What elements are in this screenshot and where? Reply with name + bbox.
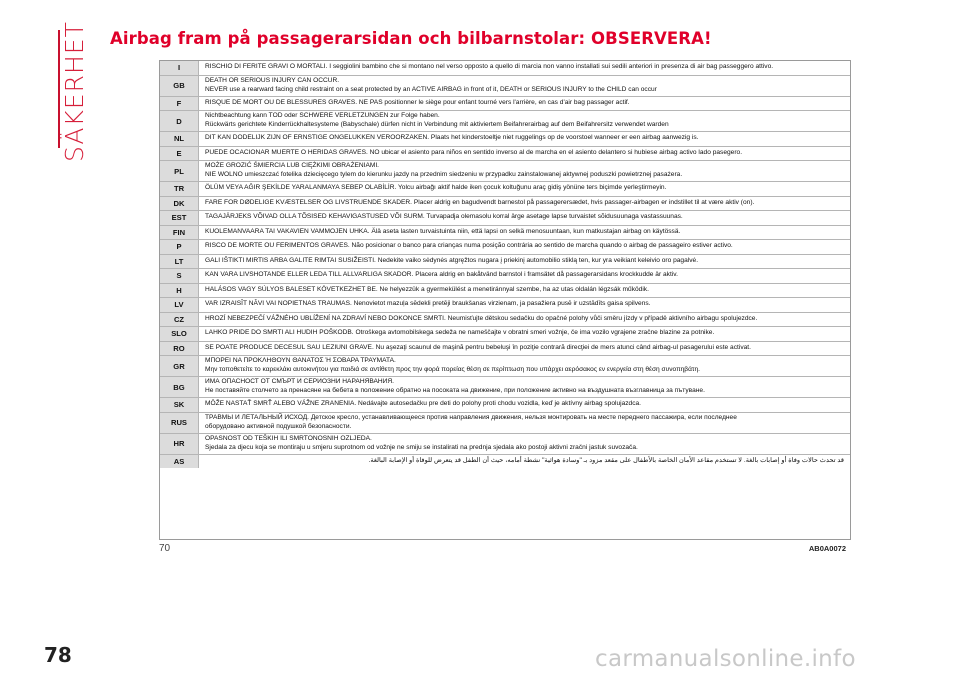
table-row bbox=[160, 313, 850, 328]
language-code: TR bbox=[160, 182, 199, 196]
language-code: BG bbox=[160, 377, 199, 397]
language-code: GB bbox=[160, 76, 199, 96]
warning-text bbox=[199, 342, 850, 355]
table-row bbox=[160, 455, 850, 469]
table-row bbox=[160, 413, 850, 434]
table-row bbox=[160, 269, 850, 284]
warning-text bbox=[199, 110, 850, 131]
warning-line-1: GALI IŠTIKTI MIRTIS ARBA GALITE RIMTAI SUSIŽEISTI. Nedekite vaiko sėdynės atgręžtos nugara į priekinį automobilio stiklą ten, kur yra veikiant keleivio oro pagalvė. bbox=[205, 256, 699, 264]
warning-text bbox=[199, 298, 850, 311]
table-row bbox=[160, 182, 850, 197]
table-row bbox=[160, 377, 850, 398]
warning-line-2: Не поставяйте столчето за пренасяне на бебета в положение обратно на посоката на движение, при положение активно на въздушната възглавница за пътуване. bbox=[205, 387, 705, 394]
language-code: E bbox=[160, 147, 199, 161]
warning-line-2: NEVER use a rearward facing child restraint on a seat protected by an ACTIVE AIRBAG in front of it, DEATH or SERIOUS INJURY to the CHILD can occur bbox=[205, 85, 657, 93]
warning-text bbox=[199, 355, 850, 376]
warning-line-1: TAGAJÄRJEKS VÕIVAD OLLA TÕSISED KEHAVIGASTUSED VÕI SURM. Turvapadja olemasolu korral ärge asetage lapse turvaistet sõidusuunaga vastassuunas. bbox=[205, 213, 683, 221]
table-row bbox=[160, 61, 850, 76]
language-code: PL bbox=[160, 161, 199, 181]
section-label bbox=[54, 20, 94, 162]
warning-line-1: ΜΠΟΡΕΙ ΝΑ ΠΡΟΚΛΗΘΟΥΝ ΘΑΝΑΤΟΣ Ή ΣΟΒΑΡΑ ΤΡΑΥΜΑΤΑ. bbox=[205, 357, 396, 365]
warning-line-1: PUEDE OCACIONAR MUERTE O HERIDAS GRAVES. NO ubicar el asiento para niños en sentido inverso al de marcha en el asiento delantero si hubiese airbag activo lado pasegero. bbox=[205, 148, 743, 156]
language-code: DK bbox=[160, 197, 199, 211]
warning-text bbox=[199, 147, 850, 160]
warning-line-1: قد تحدث حالات وفاة أو إصابات بالغة. لا تستخدم مقاعد الأمان الخاصة بالأطفال على مقعد مزود بـ "وسادة هوائية" نشطة أمامه، حيث أن الطفل قد يتعرض للوفاة أو الإصابة البالغة. bbox=[368, 456, 844, 464]
language-code: LV bbox=[160, 298, 199, 312]
warning-text bbox=[199, 75, 850, 96]
warning-text bbox=[199, 226, 850, 239]
table-row bbox=[160, 434, 850, 455]
warning-line-1: HALÁSOS VAGY SÚLYOS BALESET KÖVETKEZHET BE. Ne helyezzük a gyermekülést a menetiránnyal szembe, ha az utas oldalán légzsák működik. bbox=[205, 285, 649, 293]
language-code: FIN bbox=[160, 226, 199, 240]
table-row bbox=[160, 255, 850, 270]
table-row bbox=[160, 226, 850, 241]
warning-line-1: VAR IZRAISĪT NĀVI VAI NOPIETNAS TRAUMAS. Nenovietot mazuļa sēdekli pretēji braukšanas virzienam, ja pasažiera pusē ir uzstādīts gaisa spilvens. bbox=[205, 300, 651, 308]
warning-text bbox=[199, 327, 850, 340]
table-row bbox=[160, 240, 850, 255]
warning-text bbox=[199, 97, 850, 110]
language-code: GR bbox=[160, 356, 199, 376]
warning-line-2: Sjedala za djecu koja se montiraju u smjeru suprotnom od vožnje ne smiju se instalirati na prednja sjedala ako postoji aktivni zračni jastuk suvozača. bbox=[205, 443, 638, 451]
watermark: carmanualsonline.info bbox=[595, 646, 856, 672]
reference-code: AB0A0072 bbox=[808, 544, 846, 553]
language-code: SLO bbox=[160, 327, 199, 341]
warning-line-1: RISCO DE MORTE OU FERIMENTOS GRAVES. Não posicionar o banco para crianças numa posição contrária ao sentido de marcha quando o airbag de passageiro estiver activo. bbox=[205, 242, 733, 250]
warning-line-1: MÔŽE NASTAŤ SMRŤ ALEBO VÁŽNE ZRANENIA. Nedávajte autosedačku pre deti do polohy proti chodu vozidla, keď je aktívny airbag spolujazdca. bbox=[205, 400, 642, 408]
language-code: D bbox=[160, 111, 199, 131]
warning-text bbox=[199, 284, 850, 297]
language-code: I bbox=[160, 61, 199, 75]
table-row bbox=[160, 76, 850, 97]
language-code: AS bbox=[160, 455, 199, 469]
warning-line-1: OPASNOST OD TEŠKIH ILI SMRTONOSNIH OZLJEDA. bbox=[205, 434, 372, 442]
language-code: LT bbox=[160, 255, 199, 269]
warning-text bbox=[199, 455, 850, 468]
language-code: H bbox=[160, 284, 199, 298]
warning-line-2: NIE WOLNO umieszczać fotelika dziecięcego tylem do kierunku jazdy na przednim siedzeniu w przypadku zainstalowanej aktywnej poduszki powietrznej pasażera. bbox=[205, 171, 683, 178]
page-title: Airbag fram på passagerarsidan och bilbarnstolar: OBSERVERA! bbox=[110, 29, 712, 48]
language-code: CZ bbox=[160, 313, 199, 327]
language-code: RUS bbox=[160, 413, 199, 433]
warning-text bbox=[199, 412, 850, 433]
warning-line-1: MOŻE GROZIĆ ŚMIERCIA LUB CIĘŻKIMI OBRAŻENIAMI. bbox=[205, 162, 380, 170]
warning-line-1: ÖLÜM VEYA AĞIR ŞEKİLDE YARALANMAYA SEBEP OLABİLİR. Yolcu airbağı aktif halde iken çocuk koltuğunu araç gidiş yönüne ters biçimde yerleştirmeyin. bbox=[205, 184, 667, 192]
warning-line-2: Rückwärts gerichtete Kinderrückhaltesysteme (Babyschale) dürfen nicht in Verbindung mit aktiviertem Beifahrerairbag auf dem Beifahrersitz verwendet warden bbox=[205, 121, 669, 128]
language-code: EST bbox=[160, 211, 199, 225]
table-row bbox=[160, 284, 850, 299]
warning-line-2: оборудовано активной подушкой безопасности. bbox=[205, 422, 352, 430]
table-row bbox=[160, 132, 850, 147]
warning-text bbox=[199, 255, 850, 268]
table-row bbox=[160, 356, 850, 377]
table-row bbox=[160, 97, 850, 112]
warning-line-1: LAHKO PRIDE DO SMRTI ALI HUDIH POŠKODB. Otroškega avtomobilskega sedeža ne nameščajte v obratni smeri vožnje, če ima vozilo vgrajene zračne blazine za potnike. bbox=[205, 329, 715, 337]
language-code: RO bbox=[160, 342, 199, 356]
warning-text bbox=[199, 61, 850, 74]
language-code: HR bbox=[160, 434, 199, 454]
warning-line-1: DIT KAN DODELIJK ZIJN OF ERNSTIGE ONGELUKKEN VEROORZAKEN. Plaats het kinderstoeltje niet ruggelings op de voorstoel wanneer er een airbag aanwezig is. bbox=[205, 134, 699, 142]
table-row bbox=[160, 342, 850, 357]
warning-line-1: DEATH OR SERIOUS INJURY CAN OCCUR. bbox=[205, 76, 340, 84]
table-row bbox=[160, 111, 850, 132]
warning-text bbox=[199, 398, 850, 411]
page-number: 78 bbox=[44, 643, 72, 667]
table-row bbox=[160, 211, 850, 226]
table-row bbox=[160, 197, 850, 212]
warning-line-1: SE POATE PRODUCE DECESUL SAU LEZIUNI GRAVE. Nu aşezaţi scaunul de maşină pentru bebeluşi în poziţie contrară direcţiei de mers atunci când airbag-ul pasagerului este activat. bbox=[205, 343, 751, 351]
inner-page-number: 70 bbox=[159, 543, 171, 554]
warning-text bbox=[199, 211, 850, 224]
table-row bbox=[160, 298, 850, 313]
table-row bbox=[160, 161, 850, 182]
table-row bbox=[160, 398, 850, 413]
warning-line-1: RISCHIO DI FERITE GRAVI O MORTALI. I seggiolini bambino che si montano nel verso opposto a quello di marcia non vanno installati sui sedili anteriori in presenza di air bag passeggero attivo. bbox=[205, 63, 774, 71]
warning-text bbox=[199, 376, 850, 397]
language-code: NL bbox=[160, 132, 199, 146]
warning-line-2: Μην τοποθετείτε το καρεκλάκι αυτοκινήτου για παιδιά σε αντίθετη προς την φορά πορείας θέση σε περίπτωση που υπάρχει αερόσακος εν ενεργεία στη θέση συνοπηβάτη. bbox=[205, 366, 701, 373]
warning-table bbox=[159, 60, 851, 540]
warning-line-1: RISQUE DE MORT OU DE BLESSURES GRAVES. NE PAS positionner le siège pour enfant tourné vers l'arrière, en cas d'air bag passager actif. bbox=[205, 98, 630, 106]
warning-text bbox=[199, 269, 850, 282]
warning-line-1: KAN VARA LIVSHOTANDE ELLER LEDA TILL ALLVARLIGA SKADOR. Placera aldrig en bakåtvänd barnstol i framsätet då passagerarsidans krockkudde är aktiv. bbox=[205, 271, 678, 279]
warning-text bbox=[199, 433, 850, 454]
warning-text bbox=[199, 132, 850, 145]
warning-text bbox=[199, 240, 850, 253]
warning-line-1: KUOLEMANVAARA TAI VAKAVIEN VAMMOJEN UHKA. Älä aseta lasten turvaistuinta niin, että lapsi on selkä menosuuntaan, kun matkustajan airbag on käytössä. bbox=[205, 227, 681, 235]
language-code: S bbox=[160, 269, 199, 283]
language-code: F bbox=[160, 97, 199, 111]
warning-line-1: ИМА ОПАСНОСТ ОТ СМЪРТ И СЕРИОЗНИ НАРАНЯВАНИЯ. bbox=[205, 378, 395, 386]
table-row bbox=[160, 147, 850, 162]
warning-text bbox=[199, 160, 850, 181]
warning-line-1: Nichtbeachtung kann TOD oder SCHWERE VERLETZUNGEN zur Folge haben. bbox=[205, 112, 440, 120]
warning-text bbox=[199, 182, 850, 195]
warning-line-1: ТРАВМЫ И ЛЕТАЛЬНЫЙ ИСХОД. Детское кресло, устанавливающееся против направления движения, нельзя монтировать на месте переднего пассажира, если последнее bbox=[205, 413, 737, 421]
warning-line-1: FARE FOR DØDELIGE KVÆSTELSER OG LIVSTRUENDE SKADER. Placer aldrig en bagudvendt barnestol på passagerersædet, hvis passager-airbagen er indstillet til at være aktiv (on). bbox=[205, 198, 755, 206]
table-row bbox=[160, 327, 850, 342]
warning-text bbox=[199, 197, 850, 210]
language-code: SK bbox=[160, 398, 199, 412]
language-code: P bbox=[160, 240, 199, 254]
warning-text bbox=[199, 313, 850, 326]
warning-line-1: HROZÍ NEBEZPEČÍ VÁŽNÉHO UBLÍŽENÍ NA ZDRAVÍ NEBO DOKONCE SMRTI. Neumisťujte dětskou sedačku do opačné polohy vůči směru jízdy v případě aktivního airbagu spolujezdce. bbox=[205, 314, 758, 322]
section-label-text: SÄKERHET bbox=[59, 20, 89, 162]
